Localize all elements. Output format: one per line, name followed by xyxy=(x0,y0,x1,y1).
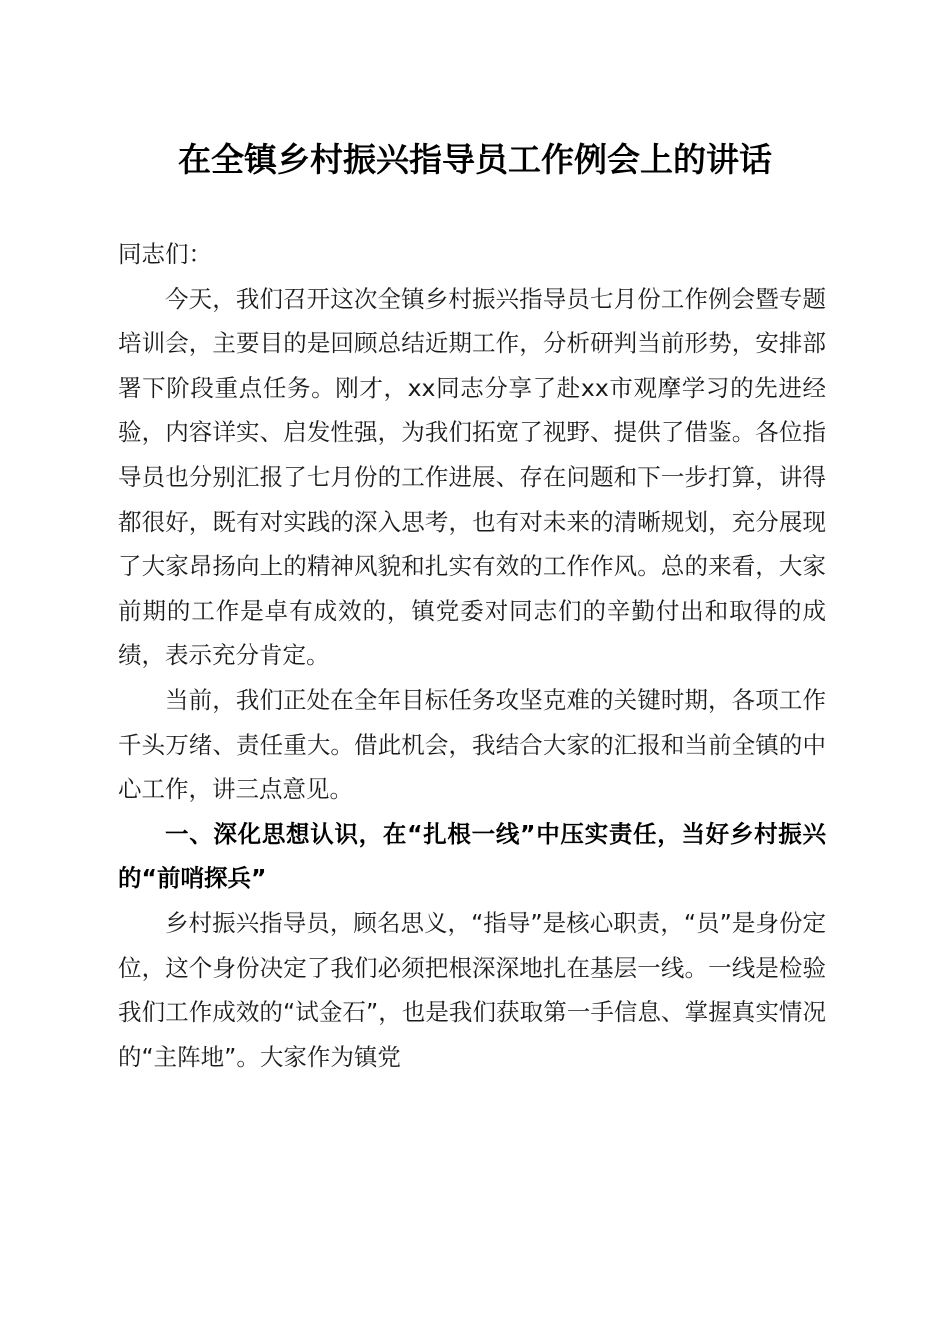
salutation: 同志们： xyxy=(118,240,212,268)
paragraph-opening: 今天，我们召开这次全镇乡村振兴指导员七月份工作例会暨专题培训会，主要目的是回顾总结近期工作，分析研判当前形势，安排部署下阶段重点任务。刚才，xx同志分享了赴xx市观摩学习的先进经验，内容详实、启发性强，为我们拓宽了视野、提供了借鉴。各位指导员也分别汇报了七月份的工作进展、存在问题和下一步打算，讲得都很好，既有对实践的深入思考，也有对未来的清晰规划，充分展现了大家昂扬向上的精神风貌和扎实有效的工作作风。总的来看，大家前期的工作是卓有成效的，镇党委对同志们的辛勤付出和取得的成绩，表示充分肯定。 xyxy=(118,284,826,670)
document-title: 在全镇乡村振兴指导员工作例会上的讲话 xyxy=(178,140,772,179)
document-body xyxy=(118,232,826,1079)
paragraph-current-situation: 当前，我们正处在全年目标任务攻坚克难的关键时期，各项工作千头万绪、责任重大。借此机会，我结合大家的汇报和当前全镇的中心工作，讲三点意见。 xyxy=(118,685,826,804)
paragraph-section-one: 乡村振兴指导员，顾名思义，“指导”是核心职责，“员”是身份定位，这个身份决定了我们必须把根深深地扎在基层一线。一线是检验我们工作成效的“试金石”，也是我们获取第一手信息、掌握真实情况的“主阵地”。大家作为镇党 xyxy=(118,908,826,1071)
section-heading-one: 一、深化思想认识，在“扎根一线”中压实责任，当好乡村振兴的“前哨探兵” xyxy=(118,819,826,893)
